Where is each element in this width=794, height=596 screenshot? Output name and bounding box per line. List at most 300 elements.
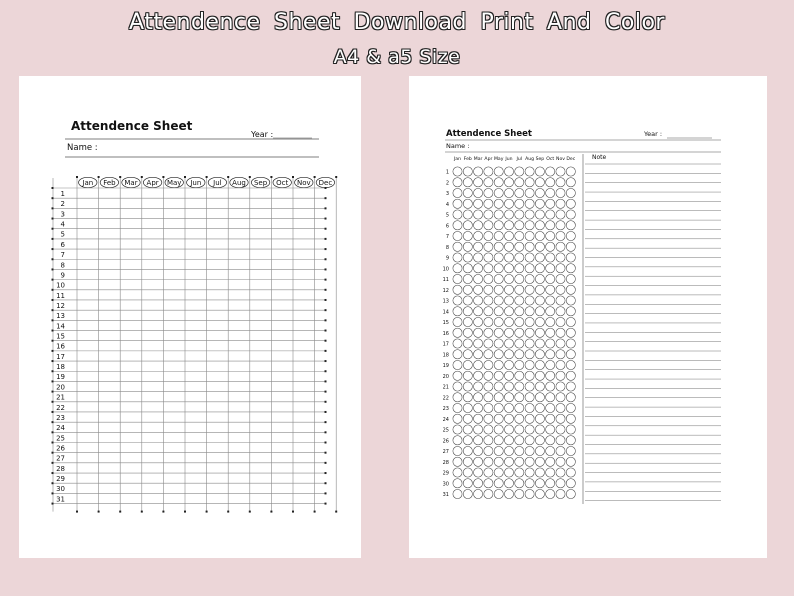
a4-tick-mark xyxy=(52,380,54,382)
a4-tick-mark xyxy=(325,187,327,189)
a5-day-circle xyxy=(566,403,575,412)
a5-day-circle xyxy=(525,231,534,240)
a4-tick-mark xyxy=(325,279,327,281)
a5-day-circle xyxy=(566,242,575,251)
a5-day-circle xyxy=(535,188,544,197)
a5-day-circle xyxy=(535,178,544,187)
a5-day-number: 11 xyxy=(442,277,449,283)
a5-day-circle xyxy=(494,188,503,197)
a5-day-circle xyxy=(494,360,503,369)
a5-name-label: Name : xyxy=(446,142,470,150)
a5-note-label: Note xyxy=(592,154,607,161)
a5-day-circle xyxy=(484,231,493,240)
a5-day-circle xyxy=(556,221,565,230)
a4-day-number: 24 xyxy=(56,424,65,433)
a5-day-circle xyxy=(556,307,565,316)
a4-tick-mark xyxy=(52,330,54,332)
a5-day-circle xyxy=(453,446,462,455)
a4-day-number: 6 xyxy=(60,240,65,249)
a5-month-label: Sep xyxy=(535,157,545,162)
a5-day-circle xyxy=(546,285,555,294)
a4-tick-mark xyxy=(52,492,54,494)
a5-day-circle xyxy=(515,167,524,176)
a4-tick-mark xyxy=(184,511,186,513)
a5-month-label: Feb xyxy=(463,157,472,162)
a5-day-circle xyxy=(556,188,565,197)
a5-day-circle xyxy=(474,403,483,412)
a5-day-circle xyxy=(453,382,462,391)
a5-day-circle xyxy=(504,457,513,466)
a5-day-circle xyxy=(566,253,575,262)
a5-day-circle xyxy=(535,167,544,176)
a5-day-circle xyxy=(484,178,493,187)
a4-tick-mark xyxy=(325,238,327,240)
a5-day-circle xyxy=(494,350,503,359)
a5-day-circle xyxy=(535,274,544,283)
a4-tick-mark xyxy=(292,511,294,513)
a5-day-circle xyxy=(494,446,503,455)
a5-day-circle xyxy=(535,350,544,359)
a5-day-circle xyxy=(494,457,503,466)
a5-day-circle xyxy=(515,199,524,208)
a4-tick-mark xyxy=(314,176,316,178)
a5-day-circle xyxy=(525,253,534,262)
a5-day-circle xyxy=(484,317,493,326)
a5-day-circle xyxy=(515,178,524,187)
a5-day-circle xyxy=(546,328,555,337)
a4-tick-mark xyxy=(325,370,327,372)
a5-day-circle xyxy=(546,264,555,273)
a5-day-circle xyxy=(453,285,462,294)
a4-tick-mark xyxy=(325,401,327,403)
a4-month-label: Oct xyxy=(276,179,289,187)
a5-day-circle xyxy=(474,264,483,273)
a5-day-circle xyxy=(546,436,555,445)
a5-day-circle xyxy=(484,457,493,466)
a5-day-circle xyxy=(474,231,483,240)
a5-day-circle xyxy=(546,339,555,348)
a5-day-circle xyxy=(463,210,472,219)
a5-day-circle xyxy=(484,328,493,337)
a5-sheet-title: Attendence Sheet xyxy=(446,129,532,139)
a4-tick-mark xyxy=(52,431,54,433)
a5-day-circle xyxy=(546,382,555,391)
a4-tick-mark xyxy=(270,511,272,513)
a5-day-circle xyxy=(463,285,472,294)
a5-day-number: 5 xyxy=(445,212,449,219)
a5-day-circle xyxy=(535,328,544,337)
a5-day-circle xyxy=(504,296,513,305)
a4-month-label: Jun xyxy=(190,179,202,187)
a5-day-circle xyxy=(515,468,524,477)
a5-day-circle xyxy=(474,328,483,337)
a5-day-circle xyxy=(504,360,513,369)
a4-tick-mark xyxy=(52,279,54,281)
a5-day-circle xyxy=(535,414,544,423)
a5-day-circle xyxy=(546,425,555,434)
a5-day-circle xyxy=(494,328,503,337)
a4-day-number: 10 xyxy=(56,281,65,290)
a5-day-circle xyxy=(463,489,472,498)
a5-day-circle xyxy=(463,167,472,176)
a5-day-circle xyxy=(494,425,503,434)
a5-day-circle xyxy=(515,479,524,488)
a5-month-label: Aug xyxy=(525,157,535,162)
a4-tick-mark xyxy=(52,319,54,321)
a4-day-number: 7 xyxy=(60,251,65,260)
a5-day-circle xyxy=(566,307,575,316)
a5-day-circle xyxy=(504,210,513,219)
a5-day-circle xyxy=(504,231,513,240)
a5-day-circle xyxy=(546,489,555,498)
a5-day-circle xyxy=(504,339,513,348)
a4-day-number: 11 xyxy=(56,291,65,300)
a5-month-label: Jul xyxy=(516,157,523,162)
a5-day-circle xyxy=(504,350,513,359)
a4-tick-mark xyxy=(314,511,316,513)
a5-day-circle xyxy=(494,167,503,176)
a5-day-circle xyxy=(515,489,524,498)
a4-tick-mark xyxy=(227,511,229,513)
a4-tick-mark xyxy=(52,421,54,423)
a5-day-circle xyxy=(566,414,575,423)
a4-tick-mark xyxy=(325,411,327,413)
a5-day-circle xyxy=(515,414,524,423)
a5-day-circle xyxy=(566,339,575,348)
a5-day-number: 24 xyxy=(442,416,449,423)
a5-day-circle xyxy=(504,414,513,423)
a5-day-circle xyxy=(556,350,565,359)
a5-day-circle xyxy=(566,393,575,402)
a5-day-circle xyxy=(484,446,493,455)
a4-tick-mark xyxy=(52,299,54,301)
a5-day-circle xyxy=(463,328,472,337)
a5-day-circle xyxy=(525,350,534,359)
a5-day-circle xyxy=(556,178,565,187)
a4-tick-mark xyxy=(325,299,327,301)
a5-day-number: 22 xyxy=(442,395,449,402)
a5-day-circle xyxy=(463,178,472,187)
a5-day-circle xyxy=(566,489,575,498)
a4-tick-mark xyxy=(270,176,272,178)
a5-day-number: 16 xyxy=(442,330,449,337)
a5-day-circle xyxy=(474,468,483,477)
a5-day-circle xyxy=(453,393,462,402)
a4-tick-mark xyxy=(52,228,54,230)
a5-day-circle xyxy=(535,242,544,251)
a5-day-circle xyxy=(525,221,534,230)
a5-day-number: 13 xyxy=(442,298,449,305)
a4-tick-mark xyxy=(52,340,54,342)
a5-day-circle xyxy=(474,360,483,369)
a4-day-number: 25 xyxy=(56,434,65,443)
a5-day-circle xyxy=(556,253,565,262)
a5-day-circle xyxy=(463,242,472,251)
a5-day-circle xyxy=(494,414,503,423)
a5-day-circle xyxy=(566,360,575,369)
a5-day-circle xyxy=(474,188,483,197)
a4-tick-mark xyxy=(52,258,54,260)
a5-day-circle xyxy=(484,479,493,488)
a5-day-circle xyxy=(525,425,534,434)
a5-day-number: 15 xyxy=(442,320,449,326)
a4-tick-mark xyxy=(249,176,251,178)
a4-tick-mark xyxy=(52,197,54,199)
a5-month-label: Jun xyxy=(505,157,513,162)
a5-day-circle xyxy=(566,436,575,445)
a5-day-number: 28 xyxy=(442,459,449,466)
a5-day-number: 29 xyxy=(442,470,449,477)
a4-day-number: 31 xyxy=(56,495,65,504)
a5-day-circle xyxy=(453,457,462,466)
a5-day-circle xyxy=(535,457,544,466)
a5-day-circle xyxy=(546,231,555,240)
a5-day-circle xyxy=(515,210,524,219)
a5-day-circle xyxy=(556,393,565,402)
a5-day-circle xyxy=(494,468,503,477)
a4-tick-mark xyxy=(325,452,327,454)
a5-day-circle xyxy=(474,436,483,445)
a4-tick-mark xyxy=(52,207,54,209)
a5-day-circle xyxy=(474,296,483,305)
a4-day-number: 23 xyxy=(56,413,65,422)
a5-day-circle xyxy=(556,231,565,240)
a5-day-circle xyxy=(566,264,575,273)
a5-day-circle xyxy=(463,425,472,434)
a5-day-circle xyxy=(546,210,555,219)
a4-tick-mark xyxy=(52,350,54,352)
a5-day-circle xyxy=(474,221,483,230)
a4-tick-mark xyxy=(52,472,54,474)
a5-day-circle xyxy=(484,188,493,197)
a5-day-circle xyxy=(463,199,472,208)
a4-tick-mark xyxy=(325,258,327,260)
a4-day-number: 12 xyxy=(56,301,65,310)
a4-tick-mark xyxy=(98,511,100,513)
a5-day-circle xyxy=(566,457,575,466)
a5-day-circle xyxy=(525,285,534,294)
a5-day-circle xyxy=(525,328,534,337)
a5-day-circle xyxy=(515,446,524,455)
a5-day-circle xyxy=(453,296,462,305)
a5-day-circle xyxy=(556,242,565,251)
a4-day-number: 18 xyxy=(56,363,65,372)
a4-day-number: 8 xyxy=(60,261,65,270)
a5-day-circle xyxy=(474,371,483,380)
a4-tick-mark xyxy=(325,340,327,342)
a4-tick-mark xyxy=(184,176,186,178)
a5-day-circle xyxy=(463,436,472,445)
a5-day-circle xyxy=(504,393,513,402)
a4-tick-mark xyxy=(52,309,54,311)
a5-day-circle xyxy=(494,479,503,488)
a4-day-number: 16 xyxy=(56,342,65,351)
a5-sheet xyxy=(409,76,767,558)
a5-day-circle xyxy=(546,317,555,326)
a5-day-circle xyxy=(556,317,565,326)
a5-day-circle xyxy=(535,468,544,477)
a5-day-circle xyxy=(463,479,472,488)
a4-tick-mark xyxy=(76,176,78,178)
a5-day-circle xyxy=(546,188,555,197)
a4-day-number: 2 xyxy=(60,200,65,209)
a5-day-circle xyxy=(515,328,524,337)
a5-day-circle xyxy=(535,382,544,391)
a4-name-label: Name : xyxy=(67,143,98,153)
a4-day-number: 28 xyxy=(56,464,65,473)
a5-day-circle xyxy=(484,307,493,316)
a5-day-circle xyxy=(525,489,534,498)
a5-day-circle xyxy=(535,339,544,348)
a4-month-label: Jul xyxy=(213,179,222,187)
a5-day-number: 10 xyxy=(442,266,449,273)
a4-tick-mark xyxy=(325,421,327,423)
a5-day-circle xyxy=(504,274,513,283)
a5-day-circle xyxy=(504,479,513,488)
a5-day-circle xyxy=(453,436,462,445)
a5-day-circle xyxy=(546,167,555,176)
a5-day-circle xyxy=(453,242,462,251)
a4-tick-mark xyxy=(325,391,327,393)
a5-day-number: 20 xyxy=(442,373,449,380)
a5-day-circle xyxy=(515,350,524,359)
a5-day-circle xyxy=(535,393,544,402)
a5-day-circle xyxy=(546,468,555,477)
banner-title: Attendence Sheet Download Print And Color xyxy=(129,10,665,35)
a5-day-circle xyxy=(453,221,462,230)
a5-day-circle xyxy=(525,393,534,402)
a4-month-label: Jan xyxy=(82,179,94,187)
a5-day-circle xyxy=(494,253,503,262)
a5-day-circle xyxy=(484,414,493,423)
a5-day-circle xyxy=(453,167,462,176)
a5-day-circle xyxy=(484,264,493,273)
a5-day-circle xyxy=(556,446,565,455)
a5-day-circle xyxy=(566,285,575,294)
a4-tick-mark xyxy=(141,176,143,178)
a5-day-circle xyxy=(474,253,483,262)
a5-day-circle xyxy=(515,307,524,316)
a5-day-circle xyxy=(566,188,575,197)
a4-tick-mark xyxy=(325,350,327,352)
a4-tick-mark xyxy=(52,462,54,464)
a5-day-circle xyxy=(515,231,524,240)
a5-month-label: Oct xyxy=(546,157,555,162)
a5-day-number: 6 xyxy=(445,223,449,230)
a5-day-circle xyxy=(566,317,575,326)
a5-day-circle xyxy=(494,264,503,273)
a5-day-number: 9 xyxy=(445,255,449,262)
a4-day-number: 21 xyxy=(56,393,65,402)
a5-day-circle xyxy=(535,436,544,445)
a4-tick-mark xyxy=(162,511,164,513)
a5-day-circle xyxy=(504,317,513,326)
a4-month-label: Feb xyxy=(103,179,116,187)
a5-day-circle xyxy=(546,274,555,283)
a4-day-number: 20 xyxy=(56,383,65,392)
a5-day-circle xyxy=(474,457,483,466)
a5-day-circle xyxy=(535,231,544,240)
a5-day-number: 31 xyxy=(442,492,449,498)
a4-tick-mark xyxy=(325,503,327,505)
a4-month-label: Aug xyxy=(232,179,246,187)
a5-day-circle xyxy=(453,317,462,326)
a5-day-circle xyxy=(566,479,575,488)
a5-day-circle xyxy=(546,457,555,466)
a5-day-circle xyxy=(515,339,524,348)
a4-tick-mark xyxy=(52,370,54,372)
a5-day-circle xyxy=(484,167,493,176)
a5-month-label: Apr xyxy=(484,157,493,162)
a5-day-circle xyxy=(453,231,462,240)
a4-tick-mark xyxy=(335,511,337,513)
a4-tick-mark xyxy=(325,431,327,433)
a5-day-circle xyxy=(463,414,472,423)
a5-day-circle xyxy=(484,382,493,391)
a5-day-circle xyxy=(504,199,513,208)
a5-day-circle xyxy=(453,253,462,262)
a5-day-number: 23 xyxy=(442,406,449,412)
a5-day-circle xyxy=(515,457,524,466)
a5-month-label: May xyxy=(493,157,504,162)
a5-day-circle xyxy=(535,425,544,434)
a5-day-circle xyxy=(525,339,534,348)
a5-month-label: Jan xyxy=(453,157,462,162)
a5-day-circle xyxy=(504,253,513,262)
a5-day-circle xyxy=(525,274,534,283)
a5-day-circle xyxy=(463,382,472,391)
a5-day-circle xyxy=(474,210,483,219)
a5-day-circle xyxy=(566,274,575,283)
a5-day-circle xyxy=(566,468,575,477)
a5-day-circle xyxy=(556,285,565,294)
a5-day-circle xyxy=(515,253,524,262)
a5-day-circle xyxy=(535,296,544,305)
a5-day-circle xyxy=(453,414,462,423)
a5-day-circle xyxy=(453,178,462,187)
a5-day-circle xyxy=(546,296,555,305)
a5-day-circle xyxy=(494,317,503,326)
a5-day-circle xyxy=(525,371,534,380)
a5-day-circle xyxy=(453,403,462,412)
a4-day-number: 5 xyxy=(60,230,65,239)
a4-month-label: Sep xyxy=(253,179,268,187)
a5-month-label: Dec xyxy=(566,157,576,162)
a5-day-number: 19 xyxy=(442,363,449,369)
a5-day-circle xyxy=(494,393,503,402)
a5-day-circle xyxy=(535,360,544,369)
a4-tick-mark xyxy=(52,452,54,454)
a5-day-circle xyxy=(556,382,565,391)
a5-day-number: 18 xyxy=(442,352,449,359)
a5-day-circle xyxy=(515,285,524,294)
a4-tick-mark xyxy=(325,492,327,494)
a4-tick-mark xyxy=(325,228,327,230)
a5-day-circle xyxy=(515,274,524,283)
a5-day-circle xyxy=(556,425,565,434)
a5-day-circle xyxy=(546,307,555,316)
a5-day-circle xyxy=(453,264,462,273)
a5-year-label: Year : xyxy=(644,130,663,138)
a4-sheet-title: Attendence Sheet xyxy=(71,119,193,133)
a5-day-circle xyxy=(525,360,534,369)
a5-day-circle xyxy=(494,221,503,230)
a4-tick-mark xyxy=(52,442,54,444)
a4-tick-mark xyxy=(206,176,208,178)
a5-attendance-grid xyxy=(409,76,767,558)
a5-day-circle xyxy=(535,253,544,262)
a4-tick-mark xyxy=(325,482,327,484)
